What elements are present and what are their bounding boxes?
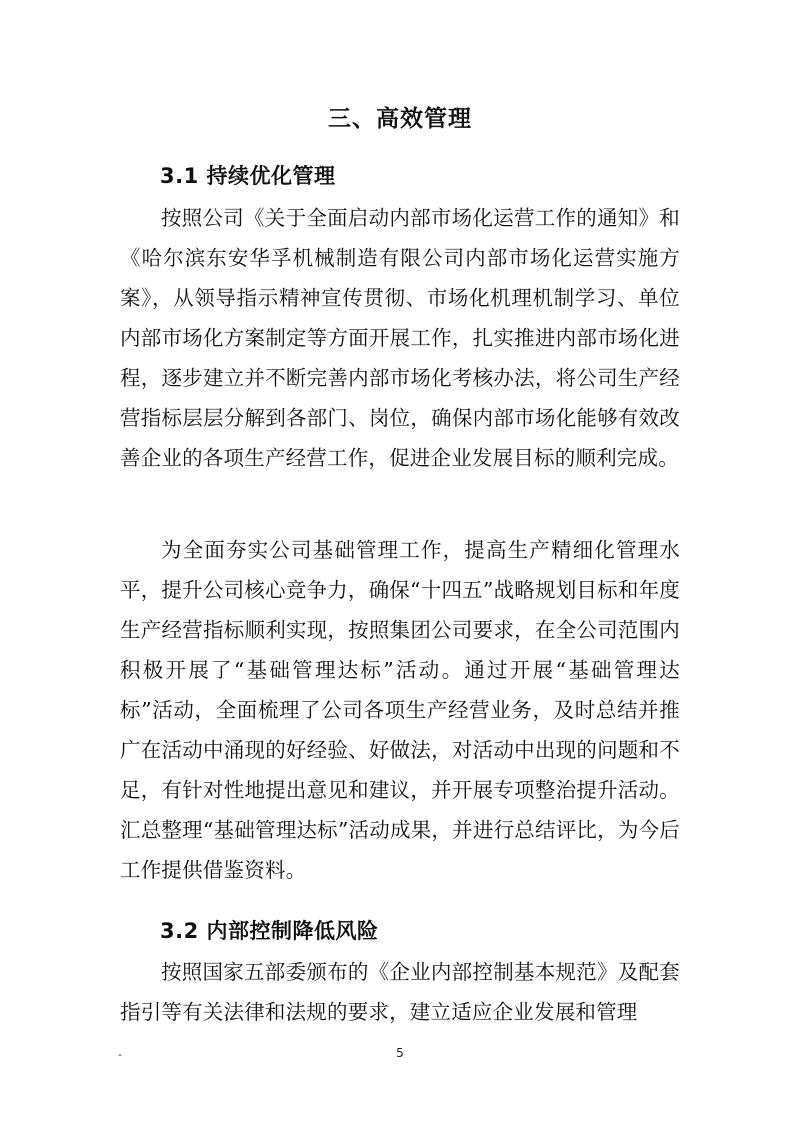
section-title: 三、高效管理 [328,106,472,132]
footer-mark: - [118,1048,122,1061]
paragraph-basic-management: 为全面夯实公司基础管理工作，提高生产精细化管理水平，提升公司核心竞争力，确保“十四五”战略规划目标和年度生产经营指标顺利实现，按照集团公司要求，在全公司范围内积极开展了“基础管理达标”活动。通过开展“基础管理达标”活动，全面梳理了公司各项生产经营业务，及时总结并推广在活动中涌现的好经验、好做法，对活动中出现的问题和不足，有针对性地提出意见和建议，并开展专项整治提升活动。汇总整理“基础管理达标”活动成果，并进行总结评比，为今后工作提供借鉴资料。 [120,538,680,882]
paragraph-internal-control: 按照国家五部委颁布的《企业内部控制基本规范》及配套指引等有关法律和法规的要求，建立适应企业发展和管理 [120,960,680,1024]
page-number: 5 [396,1046,404,1060]
paragraph-market-operation: 按照公司《关于全面启动内部市场化运营工作的通知》和《哈尔滨东安华孚机械制造有限公司内部市场化运营实施方案》，从领导指示精神宣传贯彻、市场化机理机制学习、单位内部市场化方案制定等方面开展工作，扎实推进内部市场化进程，逐步建立并不断完善内部市场化考核办法，将公司生产经营指标层层分解到各部门、岗位，确保内部市场化能够有效改善企业的各项生产经营工作，促进企业发展目标的顺利完成。 [120,206,680,470]
subsection-heading-3-1: 3.1 持续优化管理 [160,164,336,188]
subsection-heading-3-2: 3.2 内部控制降低风险 [160,919,379,943]
